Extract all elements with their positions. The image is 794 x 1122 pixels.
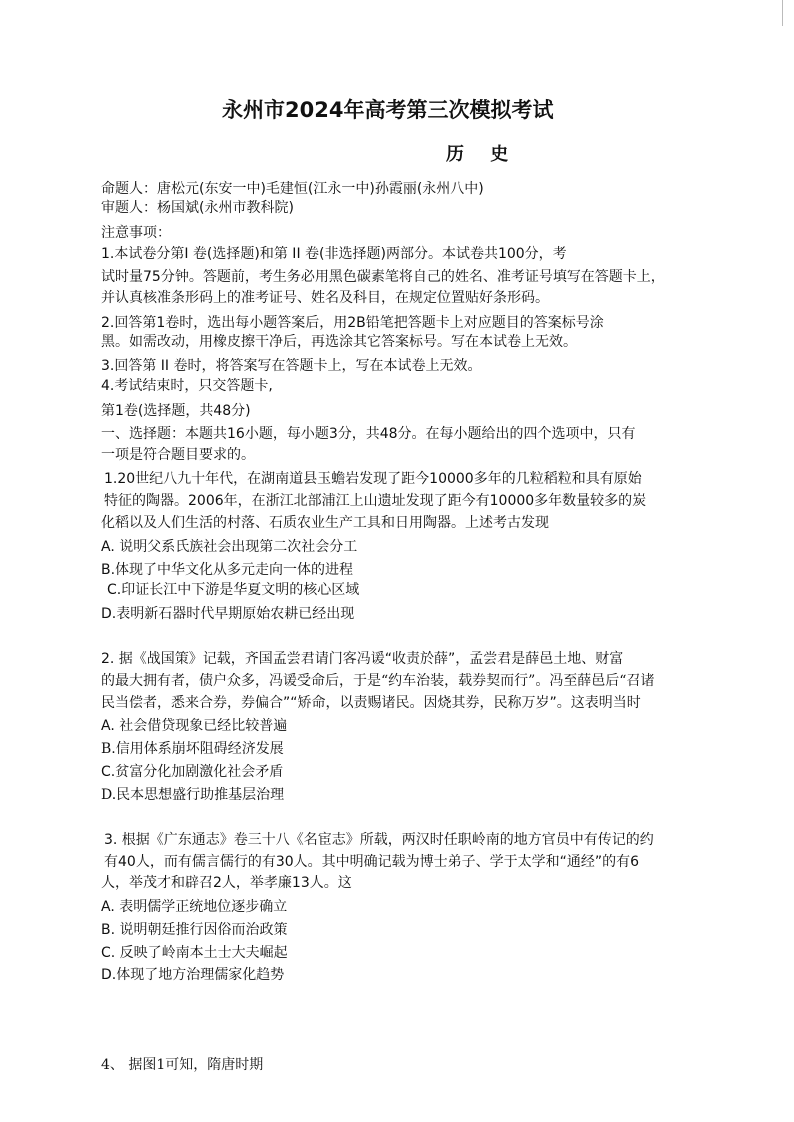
notes-line: 4.考试结束时，只交答题卡, — [101, 378, 273, 394]
q3-option-b: B. 说明朝廷推行因俗而治政策 — [101, 922, 288, 938]
q2-option-b: B.信用体系崩坏阻碍经济发展 — [101, 741, 284, 757]
q4-stem: 4、 据图1可知，隋唐时期 — [101, 1057, 264, 1073]
reviewer-line: 审题人：杨国斌(永州市教科院) — [101, 200, 294, 216]
q1-option-b: B.体现了中华文化从多元走向一体的进程 — [101, 562, 354, 578]
q3-stem-line: 人，举茂才和辟召2人，举孝廉13人。这 — [101, 875, 352, 891]
q2-option-a: A. 社会借贷现象已经比较普遍 — [101, 718, 288, 734]
q1-option-d: D.表明新石器时代早期原始农耕已经出现 — [101, 606, 355, 622]
q3-stem-line: 3. 根据《广东通志》卷三十八《名宦志》所载，两汉时任职岭南的地方官员中有传记的约 — [104, 832, 654, 848]
q3-option-d: D.体现了地方治理儒家化趋势 — [101, 967, 285, 983]
notes-line: 3.回答第 II 卷时，将答案写在答题卡上，写在本试卷上无效。 — [101, 358, 482, 374]
q2-stem-line: 的最大拥有者，债户众多，冯谖受命后，于是“约车治装，载券契而行”。冯至薛邑后“召诸 — [101, 673, 655, 689]
q3-option-c: C. 反映了岭南本土士大夫崛起 — [101, 945, 288, 961]
notes-line: 试时量75分钟。答题前，考生务必用黑色碳素笔将自己的姓名、准考证号填写在答题卡上， — [101, 269, 665, 285]
authors-line: 命题人：唐松元(东安一中)毛建恒(江永一中)孙霞丽(永州八中) — [101, 181, 484, 197]
section-instruction: 一、选择题：本题共16小题，每小题3分，共48分。在每小题给出的四个选项中，只有 — [101, 426, 636, 442]
q1-option-c: C.印证长江中下游是华夏文明的核心区域 — [107, 582, 360, 598]
q1-option-a: A. 说明父系氏族社会出现第二次社会分工 — [101, 539, 358, 555]
q2-option-d: D.民本思想盛行助推基层治理 — [101, 787, 285, 803]
notes-line: 并认真核准条形码上的准考证号、姓名及科目，在规定位置贴好条形码。 — [101, 290, 549, 306]
notes-line: 1.本试卷分第I 卷(选择题)和第 II 卷(非选择题)两部分。本试卷共100分，考 — [101, 246, 567, 262]
q1-stem-line: 1.20世纪八九十年代，在湖南道县玉蟾岩发现了距今10000多年的几粒稻粒和具有原始 — [104, 471, 642, 487]
q3-option-a: A. 表明儒学正统地位逐步确立 — [101, 899, 288, 915]
section-instruction: 一项是符合题目要求的。 — [101, 447, 255, 463]
section-title: 第1卷(选择题，共48分) — [101, 403, 251, 419]
q2-stem-line: 民当偿者，悉来合券，券偏合”“矫命，以责赐诸民。因烧其券，民称万岁”。这表明当时 — [101, 695, 641, 711]
notes-line: 2.回答第1卷时，选出每小题答案后，用2B铅笔把答题卡上对应题目的答案标号涂 — [101, 315, 604, 331]
notes-heading: 注意事项： — [101, 225, 171, 241]
q1-stem-line: 特征的陶器。2006年，在浙江北部浦江上山遗址发现了距今有10000多年数量较多的炭 — [104, 493, 647, 509]
page-edge-rule — [782, 0, 783, 26]
notes-line: 黑。如需改动，用橡皮擦干净后，再选涂其它答案标号。写在本试卷上无效。 — [101, 334, 577, 350]
q1-stem-line: 化稻以及人们生活的村落、石质农业生产工具和日用陶器。上述考古发现 — [101, 515, 549, 531]
exam-title: 永州市2024年高考第三次模拟考试 — [222, 98, 554, 122]
q2-stem-line: 2. 据《战国策》记载，齐国孟尝君请门客冯谖“收责於薛”，孟尝君是薛邑土地、财富 — [101, 651, 624, 667]
q2-option-c: C.贫富分化加剧激化社会矛盾 — [101, 764, 284, 780]
subject-title: 历 史 — [446, 144, 519, 165]
q3-stem-line: 有40人，而有儒言儒行的有30人。其中明确记载为博士弟子、学于太学和“通经”的有6 — [104, 854, 640, 870]
